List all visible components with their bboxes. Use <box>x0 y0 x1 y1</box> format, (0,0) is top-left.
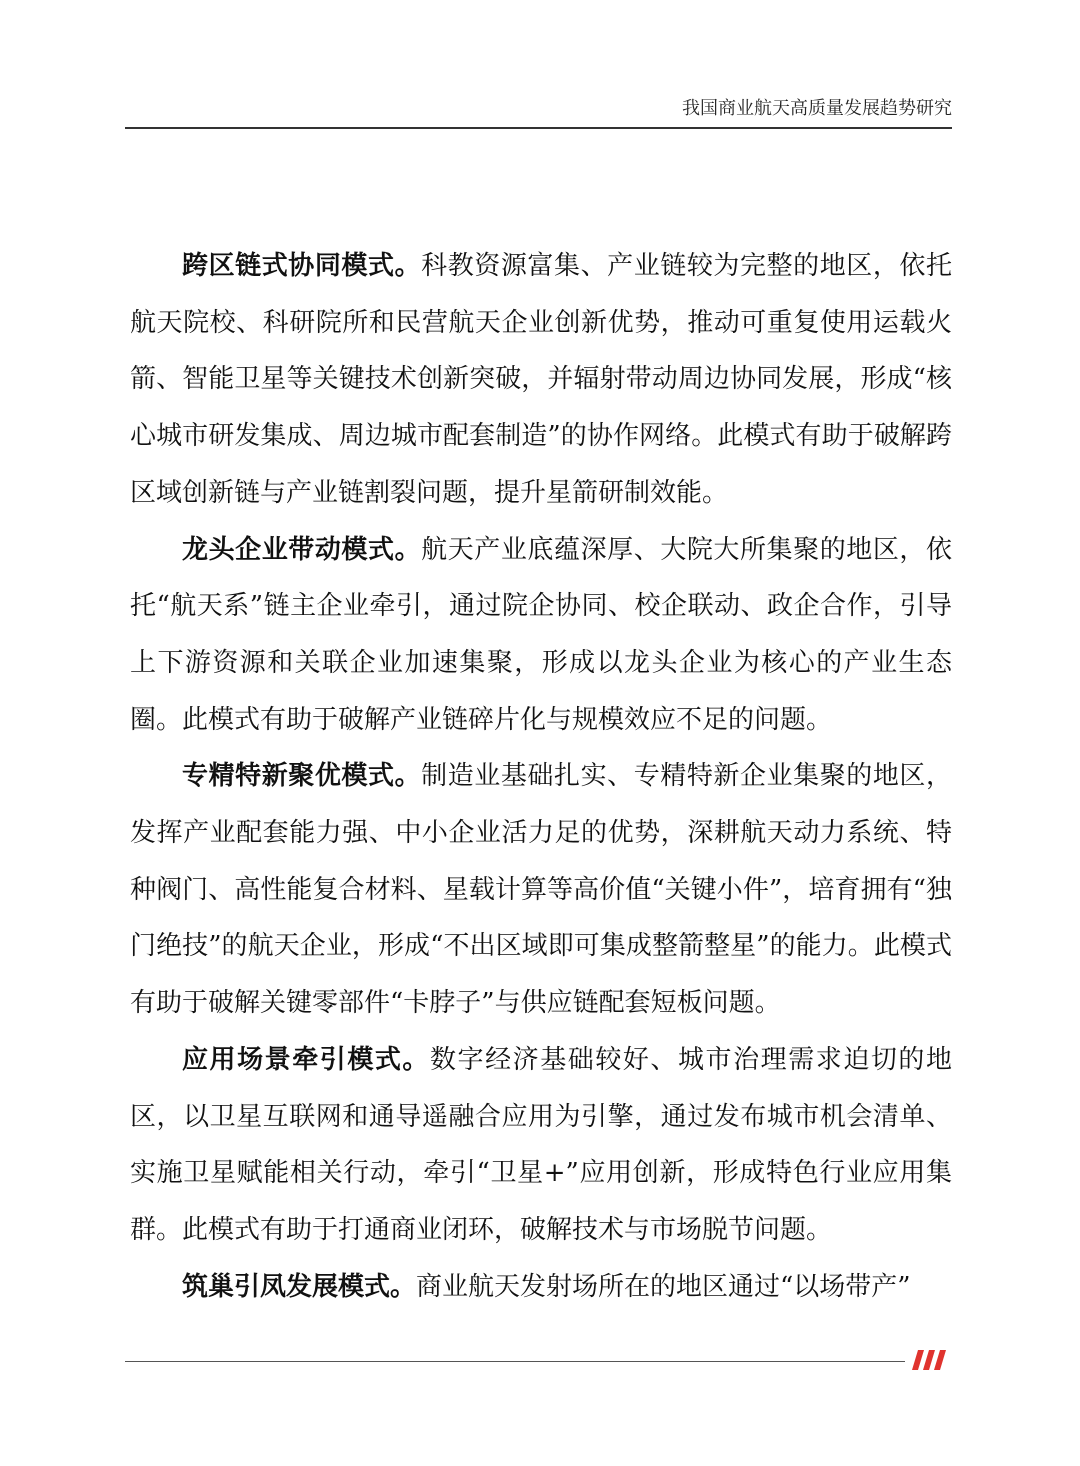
paragraph-specialized <box>130 748 952 1032</box>
paragraph-nest-building <box>130 1259 952 1316</box>
paragraph-text: 数字经济基础较好、城市治理需求迫切的地区，以卫星互联网和通导遥融合应用为引擎，通过发布城市机会清单、实施卫星赋能相关行动，牵引“卫星+”应用创新，形成特色行业应用集群。此模式有助于打通商业闭环，破解技术与市场脱节问题。 <box>130 1044 952 1245</box>
paragraph-cross-region <box>130 238 952 522</box>
paragraph-heading: 筑巢引凤发展模式。 <box>182 1271 417 1302</box>
header-divider <box>125 127 952 129</box>
running-header: 我国商业航天高质量发展趋势研究 <box>682 98 952 119</box>
paragraph-text: 科教资源富集、产业链较为完整的地区，依托航天院校、科研院所和民营航天企业创新优势，推动可重复使用运载火箭、智能卫星等关键技术创新突破，并辐射带动周边协同发展，形成“核心城市研发集成、周边城市配套制造”的协作网络。此模式有助于破解跨区域创新链与产业链割裂问题，提升星箭研制效能。 <box>130 251 952 508</box>
stripes-logo-icon <box>912 1350 952 1370</box>
paragraph-heading: 应用场景牵引模式。 <box>182 1044 430 1075</box>
paragraph-heading: 跨区链式协同模式。 <box>182 251 422 281</box>
paragraph-heading: 龙头企业带动模式。 <box>182 534 422 565</box>
paragraph-application-scenario <box>130 1032 952 1259</box>
paragraph-text: 制造业基础扎实、专精特新企业集聚的地区，发挥产业配套能力强、中小企业活力足的优势，深耕航天动力系统、特种阀门、高性能复合材料、星载计算等高价值“关键小件”，培育拥有“独门绝技”的航天企业，形成“不出区域即可集成整箭整星”的能力。此模式有助于破解关键零部件“卡脖子”与供应链配套短板问题。 <box>130 761 952 1019</box>
footer-divider <box>125 1361 905 1362</box>
paragraph-text: 航天产业底蕴深厚、大院大所集聚的地区，依托“航天系”链主企业牵引，通过院企协同、校企联动、政企合作，引导上下游资源和关联企业加速集聚，形成以龙头企业为核心的产业生态圈。此模式有助于破解产业链碎片化与规模效应不足的问题。 <box>130 534 952 735</box>
paragraph-heading: 专精特新聚优模式。 <box>182 761 422 792</box>
paragraph-leading-enterprise <box>130 522 952 749</box>
paragraph-text: 商业航天发射场所在的地区通过“以场带产” <box>416 1271 911 1302</box>
document-body <box>130 238 952 1315</box>
